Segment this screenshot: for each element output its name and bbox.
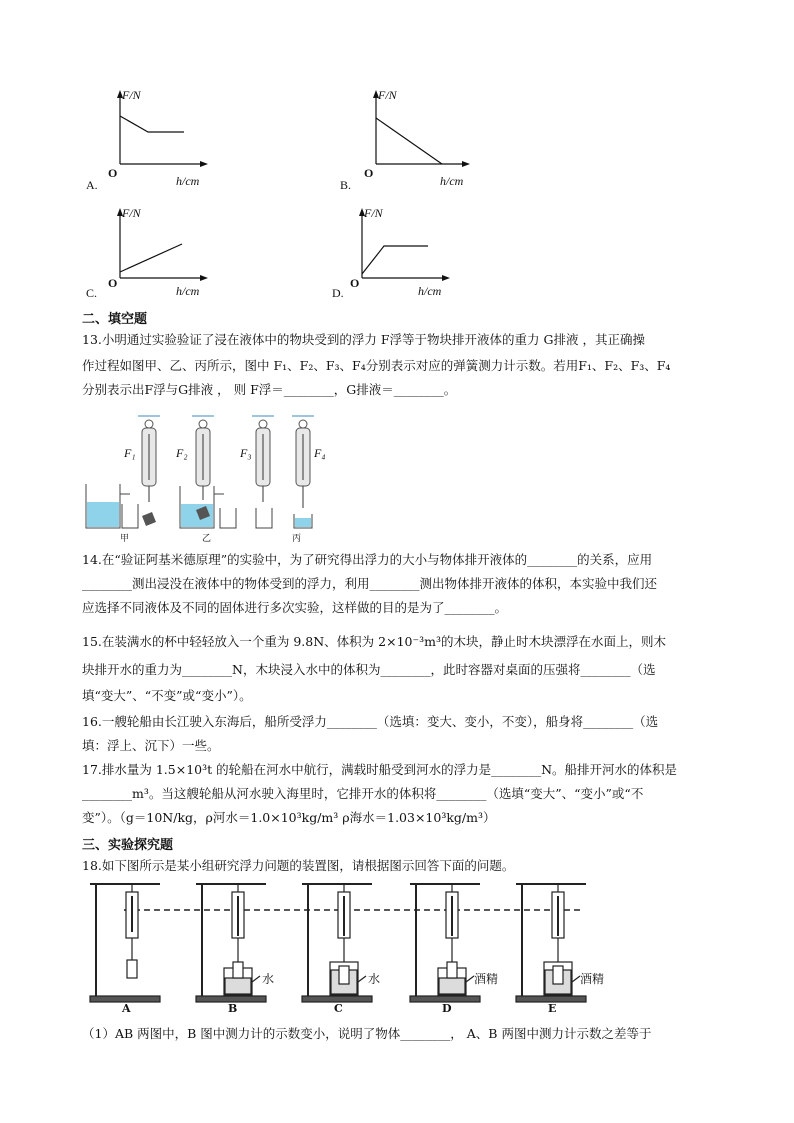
q13-fig-f4: F₄: [314, 446, 326, 460]
q13-line2: 作过程如图甲、乙、丙所示，图中 F₁、F₂、F₃、F₄分别表示对应的弹簧测力计示数。若用F₁、F₂、F₃、F₄: [82, 358, 671, 373]
q13-line1: 13.小明通过实验验证了浸在液体中的物块受到的浮力 F浮等于物块排开液体的重力 G排液 ，其正确操: [82, 332, 645, 347]
section-title-experiment: 三、实验探究题: [82, 838, 174, 853]
q17-line2: ________m³。当这艘轮船从河水驶入海里时，它排开水的体积将________（选填“变大”、“变小”或“不: [82, 786, 644, 801]
q17-line3: 变”）。（g＝10N/kg，ρ河水＝1.0×10³kg/m³ ρ海水＝1.03×10³kg/m³）: [82, 810, 496, 825]
graph-a-xlabel: h/cm: [176, 174, 200, 188]
q13-fig-f1: F₁: [124, 446, 136, 460]
q15-line2: 块排开水的重力为________N，木块浸入水中的体积为________，此时容器对桌面的压强将________（选: [82, 662, 656, 677]
q13-figure: [80, 410, 330, 545]
q16-line2: 填：浮上、沉下）一些。: [82, 738, 220, 753]
q18-sub1: （1）AB 两图中，B 图中测力计的示数变小，说明了物体________， A、B 两图中测力计示数之差等于: [82, 1026, 652, 1041]
graph-option-a: [84, 86, 214, 196]
q18-alcohol-d: 酒精: [474, 972, 499, 986]
q18-water-b: 水: [262, 972, 275, 986]
q13-fig-bing: 丙: [292, 534, 302, 544]
q15-line3: 填“变大”、“不变”或“变小”）。: [82, 688, 252, 703]
q18-water-c: 水: [368, 972, 381, 986]
graph-a-option: A.: [86, 178, 98, 192]
graph-c-xlabel: h/cm: [176, 284, 200, 298]
graph-d-origin: O: [350, 276, 360, 290]
q16-line1: 16.一艘轮船由长江驶入东海后，船所受浮力________（选填：变大、变小，不变），船身将________（选: [82, 714, 659, 729]
q18-label-c: C: [334, 1002, 343, 1015]
graph-a-origin: O: [108, 166, 118, 180]
section-title-fill-blank: 二、填空题: [82, 312, 148, 327]
q18-line1: 18.如下图所示是某小组研究浮力问题的装置图，请根据图示回答下面的问题。: [82, 858, 515, 873]
q18-alcohol-e: 酒精: [580, 972, 605, 986]
q18-label-e: E: [548, 1002, 557, 1015]
graph-b-origin: O: [364, 166, 374, 180]
q18-label-d: D: [442, 1002, 452, 1015]
q14-line3: 应选择不同液体及不同的固体进行多次实验，这样做的目的是为了________。: [82, 600, 508, 615]
q18-label-b: B: [228, 1002, 238, 1015]
graph-c-ylabel: F/N: [122, 206, 141, 220]
q17-line1: 17.排水量为 1.5×10³t 的轮船在河水中航行，满载时船受到河水的浮力是________N。船排开河水的体积是: [82, 762, 678, 777]
graph-option-d: [330, 204, 460, 304]
graph-option-c: [84, 204, 214, 304]
graph-c-origin: O: [108, 276, 118, 290]
graph-d-option: D.: [332, 286, 344, 300]
q14-line1: 14.在“验证阿基米德原理”的实验中，为了研究得出浮力的大小与物体排开液体的________的关系，应用: [82, 552, 653, 567]
graph-a-ylabel: F/N: [122, 88, 141, 102]
q15-line1: 15.在装满水的杯中轻轻放入一个重为 9.8N、体积为 2×10⁻³m³的木块，静止时木块漂浮在水面上，则木: [82, 634, 666, 649]
graph-b-ylabel: F/N: [378, 88, 397, 102]
q14-line2: ________测出浸没在液体中的物体受到的浮力，利用________测出物体排开液体的体积，本实验中我们还: [82, 576, 658, 591]
graph-c-option: C.: [86, 286, 98, 300]
graph-b-option: B.: [340, 178, 352, 192]
graph-option-b: [338, 86, 478, 196]
graph-d-ylabel: F/N: [364, 206, 383, 220]
graph-b-xlabel: h/cm: [440, 174, 464, 188]
q13-line3: 分别表示出F浮与G排液 ， 则 F浮＝________，G排液＝________。: [82, 382, 457, 397]
q13-fig-f3: F₃: [240, 446, 252, 460]
graph-d-xlabel: h/cm: [418, 284, 442, 298]
q13-fig-jia: 甲: [120, 534, 130, 544]
q18-figure: [84, 876, 624, 1016]
q13-fig-yi: 乙: [202, 534, 212, 544]
q13-fig-f2: F₂: [176, 446, 188, 460]
q18-label-a: A: [122, 1002, 131, 1015]
